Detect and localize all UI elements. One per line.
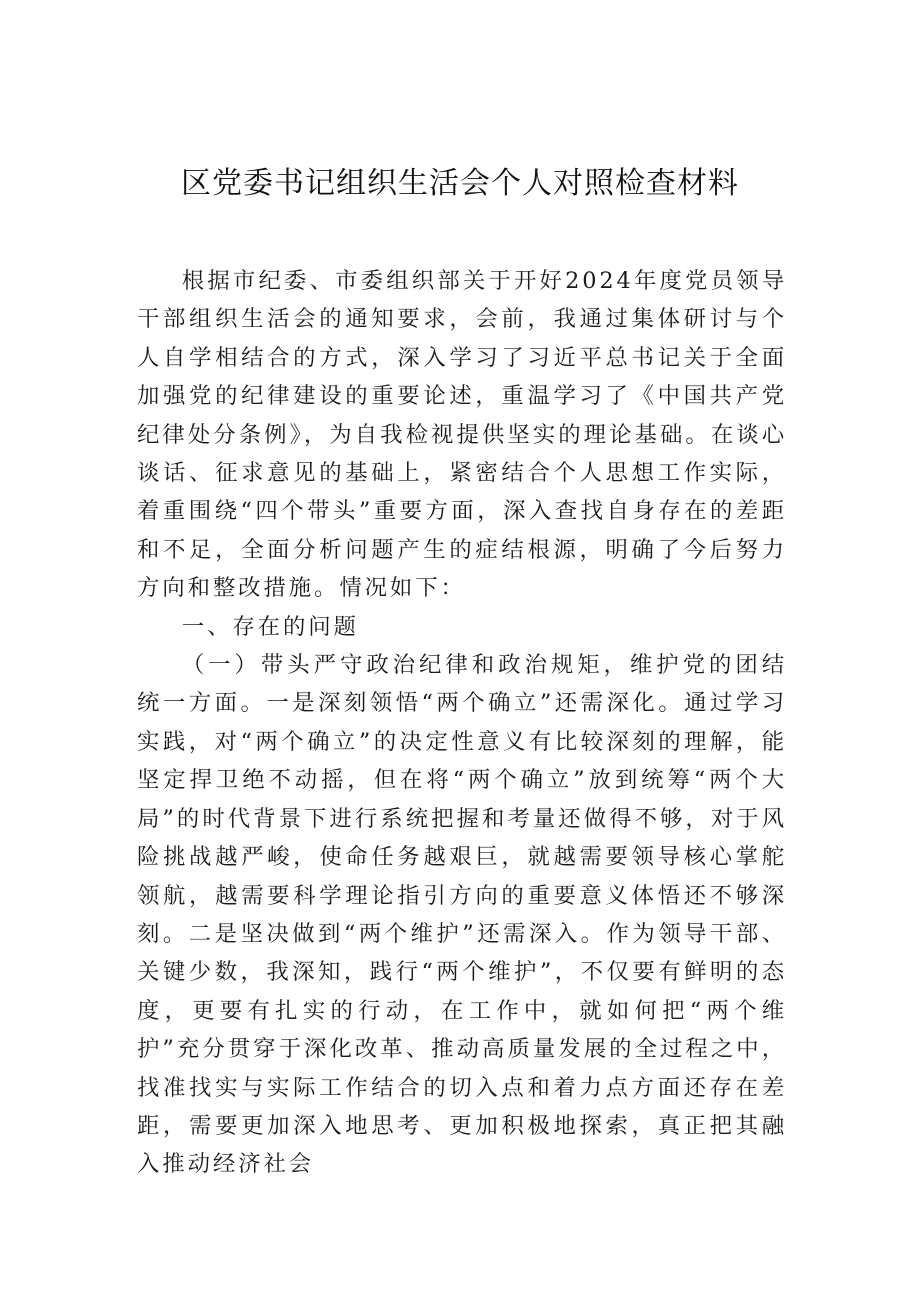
section-heading-problems: 一、存在的问题: [181, 613, 359, 640]
section-paragraph-political-discipline: （一）带头严守政治纪律和政治规矩，维护党的团结统一方面。一是深刻领悟“两个确立”还需深化。通过学习实践，对“两个确立”的决定性意义有比较深刻的理解，能坚定捍卫绝不动摇，但在将“两个确立”放到统筹“两个大局”的时代背景下进行系统把握和考量还做得不够，对于风险挑战越严峻，使命任务越艰巨，就越需要领导核心掌舵领航，越需要科学理论指引方向的重要意义体悟还不够深刻。二是坚决做到“两个维护”还需深入。作为领导干部、关键少数，我深知，践行“两个维护”，不仅要有鲜明的态度，更要有扎实的行动，在工作中，就如何把“两个维护”充分贯穿于深化改革、推动高质量发展的全过程之中，找准找实与实际工作结合的切入点和着力点方面还存在差距，需要更加深入地思考、更加积极地探索，真正把其融入推动经济社会: [137, 652, 787, 1178]
intro-paragraph: 根据市纪委、市委组织部关于开好2024年度党员领导干部组织生活会的通知要求，会前，我通过集体研讨与个人自学相结合的方式，深入学习了习近平总书记关于全面加强党的纪律建设的重要论述，重温学习了《中国共产党纪律处分条例》，为自我检视提供坚实的理论基础。在谈心谈话、征求意见的基础上，紧密结合个人思想工作实际，着重围绕“四个带头”重要方面，深入查找自身存在的差距和不足，全面分析问题产生的症结根源，明确了今后努力方向和整改措施。情况如下：: [137, 268, 787, 602]
document-body: [137, 262, 787, 1184]
document-title: 区党委书记组织生活会个人对照检查材料: [181, 166, 739, 201]
